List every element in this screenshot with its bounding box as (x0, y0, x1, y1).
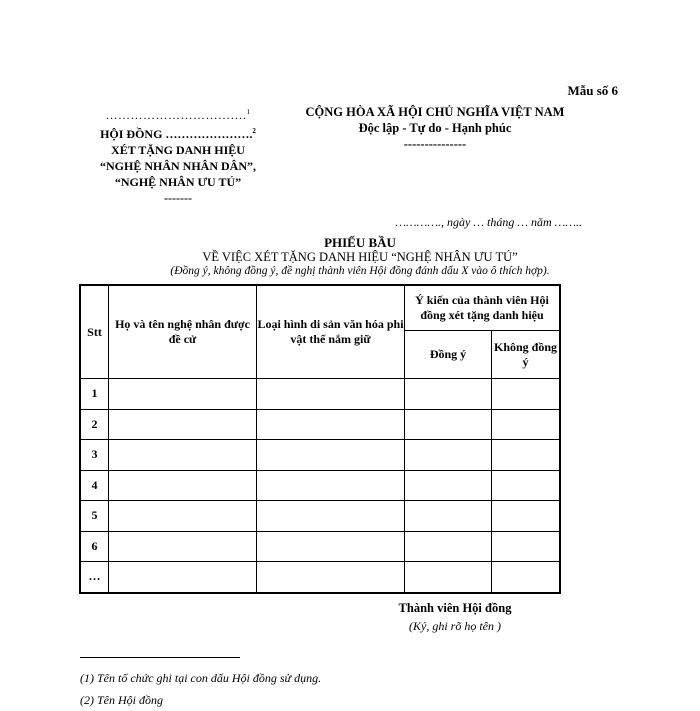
heritage-type-cell[interactable] (257, 501, 405, 532)
disagree-cell[interactable] (492, 409, 561, 440)
row-number: 1 (80, 379, 109, 410)
heritage-type-cell[interactable] (257, 562, 405, 593)
artisan-name-cell[interactable] (109, 470, 257, 501)
disagree-cell[interactable] (492, 379, 561, 410)
artisan-name-cell[interactable] (109, 379, 257, 410)
table-row (80, 379, 560, 410)
header-artisan-name: Họ và tên nghệ nhân được đề cử (109, 285, 257, 379)
row-number: 5 (80, 501, 109, 532)
council-title-line-2: “NGHỆ NHÂN NHÂN DÂN”, (100, 159, 256, 173)
artisan-name-cell[interactable] (109, 501, 257, 532)
disagree-cell[interactable] (492, 562, 561, 593)
ballot-instruction: (Đồng ý, không đồng ý, đề nghị thành viên Hội đồng đánh dấu X vào ô thích hợp). (170, 265, 550, 277)
council-name-line: HỘI ĐỒNG ………………….$^2$ (100, 127, 256, 141)
footnote-ref-1: 1 (246, 108, 251, 116)
heritage-type-cell[interactable] (257, 470, 405, 501)
table-row (80, 470, 560, 501)
artisan-name-cell[interactable] (109, 409, 257, 440)
footnotes (80, 667, 321, 711)
heritage-type-cell[interactable] (257, 409, 405, 440)
footnote-1: (1) Tên tổ chức ghi tại con dấu Hội đồng sử dụng. (80, 671, 322, 685)
table-row (80, 531, 560, 562)
disagree-cell[interactable] (492, 501, 561, 532)
header-disagree: Không đồng ý (492, 331, 561, 379)
row-number: 6 (80, 531, 109, 562)
form-number: Mẫu số 6 (567, 83, 618, 98)
agree-cell[interactable] (405, 562, 492, 593)
signature-instruction: (Ký, ghi rõ họ tên ) (409, 619, 501, 633)
agree-cell[interactable] (405, 531, 492, 562)
footnote-2: (2) Tên Hội đồng (80, 693, 163, 707)
header-agree: Đồng ý (405, 331, 492, 379)
table-row (80, 501, 560, 532)
agree-cell[interactable] (405, 470, 492, 501)
ballot-subtitle: VỀ VIỆC XÉT TẶNG DANH HIỆU “NGHỆ NHÂN ƯU TÚ” (202, 250, 518, 264)
row-number: 3 (80, 440, 109, 471)
artisan-name-cell[interactable] (109, 440, 257, 471)
artisan-name-cell[interactable] (109, 531, 257, 562)
disagree-cell[interactable] (492, 470, 561, 501)
table-row (80, 440, 560, 471)
header-heritage-type: Loại hình di sản văn hóa phi vật thể nắm giữ (257, 285, 405, 379)
council-title-line-1: XÉT TẶNG DANH HIỆU (111, 143, 245, 157)
agree-cell[interactable] (405, 501, 492, 532)
table-row (80, 409, 560, 440)
row-number: 2 (80, 409, 109, 440)
heritage-type-cell[interactable] (257, 531, 405, 562)
row-number: … (80, 562, 109, 593)
heritage-type-cell[interactable] (257, 440, 405, 471)
council-header (80, 104, 276, 206)
date-line: …………., ngày … tháng … năm …….. (395, 215, 582, 229)
agree-cell[interactable] (405, 379, 492, 410)
row-number: 4 (80, 470, 109, 501)
organization-name-line: …………………………….$^1$ (105, 108, 251, 122)
footnote-ref-2: 2 (252, 127, 256, 135)
disagree-cell[interactable] (492, 531, 561, 562)
signer-role: Thành viên Hội đồng (398, 601, 512, 615)
disagree-cell[interactable] (492, 440, 561, 471)
signature-block (390, 599, 520, 635)
council-title-line-3: “NGHỆ NHÂN ƯU TÚ” (114, 175, 242, 189)
right-separator: --------------- (403, 137, 467, 151)
country-name: CỘNG HÒA XÃ HỘI CHỦ NGHĨA VIỆT NAM (305, 105, 565, 119)
ballot-table (79, 284, 561, 594)
footnote-divider (80, 657, 240, 658)
ballot-title: PHIẾU BẦU (324, 235, 396, 250)
agree-cell[interactable] (405, 440, 492, 471)
agree-cell[interactable] (405, 409, 492, 440)
national-motto: Độc lập - Tự do - Hạnh phúc (358, 121, 512, 135)
left-separator: ------- (164, 191, 192, 205)
national-header (292, 104, 578, 152)
ballot-title-block (80, 236, 640, 278)
table-row (80, 562, 560, 593)
artisan-name-cell[interactable] (109, 562, 257, 593)
heritage-type-cell[interactable] (257, 379, 405, 410)
header-stt: Stt (80, 285, 109, 379)
header-council-opinion: Ý kiến của thành viên Hội đồng xét tặng danh hiệu (405, 285, 561, 331)
